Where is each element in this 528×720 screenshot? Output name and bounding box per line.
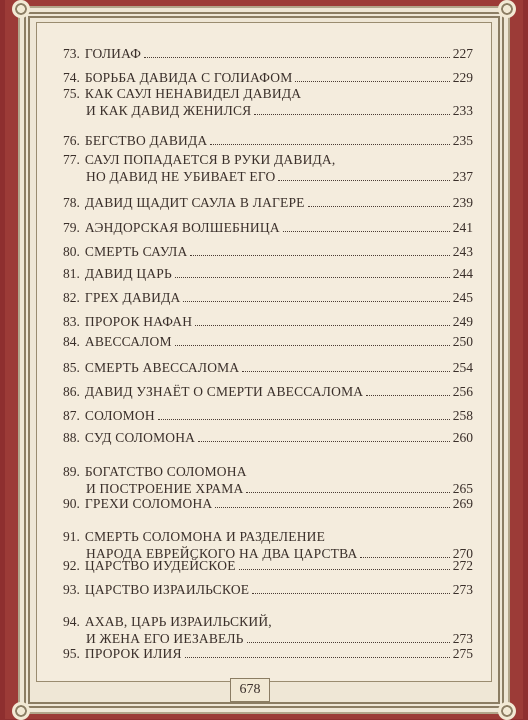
toc-leader-dots <box>254 114 449 115</box>
toc-leader-dots <box>158 419 450 420</box>
toc-entry-page: 273 <box>452 582 473 597</box>
toc-leader-dots <box>283 231 450 232</box>
toc-entry <box>63 495 473 512</box>
toc-entry-number: 84. <box>63 334 80 349</box>
toc-entry-page: 237 <box>452 169 473 184</box>
toc-entry-number: 86. <box>63 384 80 399</box>
toc-entry-title: ДАВИД ЦАРЬ <box>84 266 172 281</box>
toc-leader-dots <box>295 81 449 82</box>
toc-entry <box>63 313 473 330</box>
toc-entry-title: ПРОРОК НАФАН <box>84 314 193 329</box>
toc-entry <box>63 69 473 86</box>
page-number: 678 <box>230 678 270 702</box>
toc-entry-number: 80. <box>63 244 80 259</box>
toc-leader-dots <box>308 206 450 207</box>
toc-entry <box>63 85 473 119</box>
toc-entry-title: СМЕРТЬ СОЛОМОНА И РАЗДЕЛЕНИЕ <box>84 529 326 544</box>
toc-entry-number: 94. <box>63 614 80 629</box>
toc-entry-number: 90. <box>63 496 80 511</box>
toc-entry <box>63 429 473 446</box>
toc-entry-title: АЭНДОРСКАЯ ВОЛШЕБНИЦА <box>84 220 280 235</box>
toc-entry-title: ДАВИД УЗНАЁТ О СМЕРТИ АВЕССАЛОМА <box>84 384 364 399</box>
toc-entry-title: НО ДАВИД НЕ УБИВАЕТ ЕГО <box>86 169 276 184</box>
toc-entry-page: 273 <box>452 631 473 646</box>
toc-entry-number: 79. <box>63 220 80 235</box>
toc-entry-page: 270 <box>452 546 473 561</box>
toc-entry-page: 245 <box>452 290 473 305</box>
toc-entry-number: 92. <box>63 558 80 573</box>
toc-entry-number: 91. <box>63 529 80 544</box>
toc-entry-number: 78. <box>63 195 80 210</box>
toc-entry-number: 77. <box>63 152 80 167</box>
contents-page <box>36 22 492 682</box>
toc-entry-page: 235 <box>452 133 473 148</box>
toc-entry-title: СОЛОМОН <box>84 408 155 423</box>
toc-entry-title: ДАВИД ЩАДИТ САУЛА В ЛАГЕРЕ <box>84 195 305 210</box>
corner-ornament-icon <box>12 0 30 18</box>
toc-entry <box>63 581 473 598</box>
toc-entry-page: 250 <box>452 334 473 349</box>
toc-leader-dots <box>175 277 450 278</box>
toc-entry-title: ПРОРОК ИЛИЯ <box>84 646 182 661</box>
toc-entry-page: 272 <box>452 558 473 573</box>
toc-entry-title: НАРОДА ЕВРЕЙСКОГО НА ДВА ЦАРСТВА <box>86 546 358 561</box>
toc-entry <box>63 407 473 424</box>
toc-entry <box>63 359 473 376</box>
toc-entry <box>63 219 473 236</box>
toc-entry <box>63 613 473 647</box>
toc-entry <box>63 333 473 350</box>
toc-entry-page: 258 <box>452 408 473 423</box>
toc-entry-title: ГРЕХ ДАВИДА <box>84 290 181 305</box>
toc-entry-title: БОГАТСТВО СОЛОМОНА <box>84 464 247 479</box>
toc-entry-number: 74. <box>63 70 80 85</box>
toc-entry-number: 93. <box>63 582 80 597</box>
toc-entry <box>63 463 473 497</box>
toc-leader-dots <box>278 180 449 181</box>
toc-entry-title: ЦАРСТВО ИУДЕЙСКОЕ <box>84 558 236 573</box>
toc-entry-title: СУД СОЛОМОНА <box>84 430 196 445</box>
toc-entry-title: БЕГСТВО ДАВИДА <box>84 133 208 148</box>
toc-leader-dots <box>239 569 450 570</box>
toc-entry-page: 227 <box>452 46 473 61</box>
toc-entry <box>63 265 473 282</box>
toc-entry-title: БОРЬБА ДАВИДА С ГОЛИАФОМ <box>84 70 293 85</box>
toc-entry-page: 244 <box>452 266 473 281</box>
toc-entry-number: 95. <box>63 646 80 661</box>
toc-entry-number: 81. <box>63 266 80 281</box>
toc-leader-dots <box>195 325 450 326</box>
toc-entry-number: 87. <box>63 408 80 423</box>
toc-entry <box>63 151 473 185</box>
toc-leader-dots <box>210 144 449 145</box>
toc-entry <box>63 132 473 149</box>
toc-entry-title: И ПОСТРОЕНИЕ ХРАМА <box>86 481 244 496</box>
toc-entry-title: ГОЛИАФ <box>84 46 142 61</box>
toc-entry-page: 260 <box>452 430 473 445</box>
toc-leader-dots <box>175 345 450 346</box>
corner-ornament-icon <box>12 702 30 720</box>
corner-ornament-icon <box>498 0 516 18</box>
toc-entry-title: АВЕССАЛОМ <box>84 334 172 349</box>
toc-entry-number: 73. <box>63 46 80 61</box>
toc-leader-dots <box>190 255 449 256</box>
toc-leader-dots <box>242 371 449 372</box>
toc-entry-title: И КАК ДАВИД ЖЕНИЛСЯ <box>86 103 252 118</box>
toc-entry <box>63 243 473 260</box>
toc-leader-dots <box>185 657 450 658</box>
toc-entry-number: 85. <box>63 360 80 375</box>
toc-entry-title: САУЛ ПОПАДАЕТСЯ В РУКИ ДАВИДА, <box>84 152 336 167</box>
toc-entry-number: 89. <box>63 464 80 479</box>
toc-entry-title: АХАВ, ЦАРЬ ИЗРАИЛЬСКИЙ, <box>84 614 272 629</box>
toc-entry-page: 243 <box>452 244 473 259</box>
toc-entry-number: 83. <box>63 314 80 329</box>
toc-entry-title: КАК САУЛ НЕНАВИДЕЛ ДАВИДА <box>84 86 302 101</box>
toc-entry-number: 88. <box>63 430 80 445</box>
toc-entry <box>63 557 473 574</box>
toc-entry-title: СМЕРТЬ АВЕССАЛОМА <box>84 360 240 375</box>
toc-entry-page: 269 <box>452 496 473 511</box>
toc-leader-dots <box>246 492 449 493</box>
toc-entry-page: 275 <box>452 646 473 661</box>
toc-leader-dots <box>183 301 449 302</box>
toc-entry-page: 256 <box>452 384 473 399</box>
toc-entry-page: 254 <box>452 360 473 375</box>
toc-entry-title: ЦАРСТВО ИЗРАИЛЬСКОЕ <box>84 582 250 597</box>
toc-entry-page: 229 <box>452 70 473 85</box>
toc-leader-dots <box>144 57 450 58</box>
toc-entry-page: 265 <box>452 481 473 496</box>
toc-leader-dots <box>252 593 449 594</box>
toc-entry <box>63 45 473 62</box>
toc-entry-page: 239 <box>452 195 473 210</box>
toc-leader-dots <box>198 441 450 442</box>
toc-entry-title: И ЖЕНА ЕГО ИЕЗАВЕЛЬ <box>86 631 244 646</box>
toc-entry <box>63 289 473 306</box>
toc-entry-page: 241 <box>452 220 473 235</box>
toc-entry-title: СМЕРТЬ САУЛА <box>84 244 188 259</box>
corner-ornament-icon <box>498 702 516 720</box>
toc-entry-page: 233 <box>452 103 473 118</box>
toc-entry <box>63 383 473 400</box>
toc-leader-dots <box>215 507 449 508</box>
toc-entry-number: 75. <box>63 86 80 101</box>
toc-leader-dots <box>366 395 450 396</box>
toc-leader-dots <box>247 642 450 643</box>
toc-entry-number: 82. <box>63 290 80 305</box>
toc-entry-number: 76. <box>63 133 80 148</box>
toc-entry-page: 249 <box>452 314 473 329</box>
toc-entry <box>63 194 473 211</box>
toc-entry <box>63 645 473 662</box>
toc-entry-title: ГРЕХИ СОЛОМОНА <box>84 496 213 511</box>
